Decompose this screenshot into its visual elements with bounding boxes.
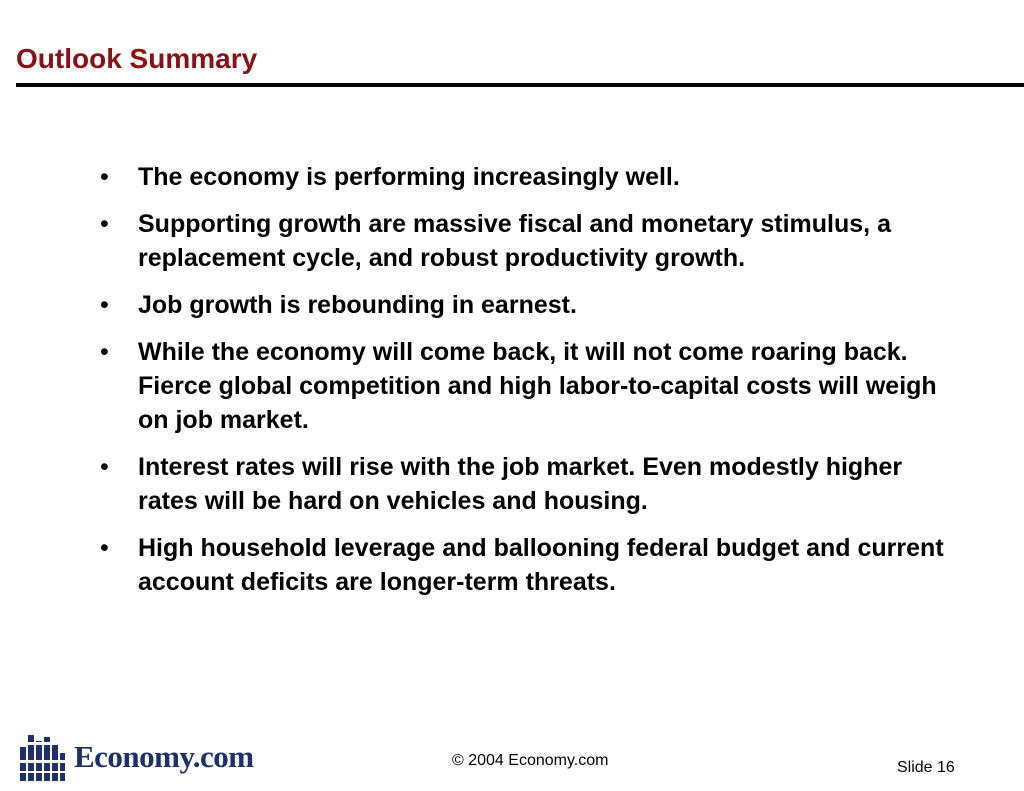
bullet-list [100,160,950,612]
slide-number: Slide 16 [897,759,955,776]
bullet-item [100,335,950,437]
company-logo [18,732,254,782]
title-divider [16,83,1024,87]
bullet-item [100,531,950,599]
copyright-notice: © 2004 Economy.com [452,752,609,769]
bullet-item [100,160,950,194]
bullet-marker: • [100,291,109,319]
bullet-item [100,288,950,322]
bullet-text: Supporting growth are massive fiscal and monetary stimulus, a replacement cycle, and robust productivity growth. [138,210,891,272]
bullet-marker: • [100,338,109,366]
slide-title: Outlook Summary [16,43,258,74]
bullet-text: Job growth is rebounding in earnest. [138,291,577,319]
bullet-marker: • [100,163,109,191]
bullet-marker: • [100,534,109,562]
bullet-text: While the economy will come back, it will not come roaring back. Fierce global competition and high labor-to-capital costs will weigh on job market. [138,338,937,434]
bullet-text: The economy is performing increasingly well. [138,163,680,191]
logo-text: Economy.com [74,739,254,774]
bullet-marker: • [100,210,109,238]
logo-mark-icon [18,733,66,781]
bullet-item [100,450,950,518]
bullet-item [100,207,950,275]
bullet-text: Interest rates will rise with the job market. Even modestly higher rates will be hard on vehicles and housing. [138,453,903,515]
bullet-marker: • [100,453,109,481]
bullet-text: High household leverage and ballooning federal budget and current account deficits are longer-term threats. [138,534,944,596]
